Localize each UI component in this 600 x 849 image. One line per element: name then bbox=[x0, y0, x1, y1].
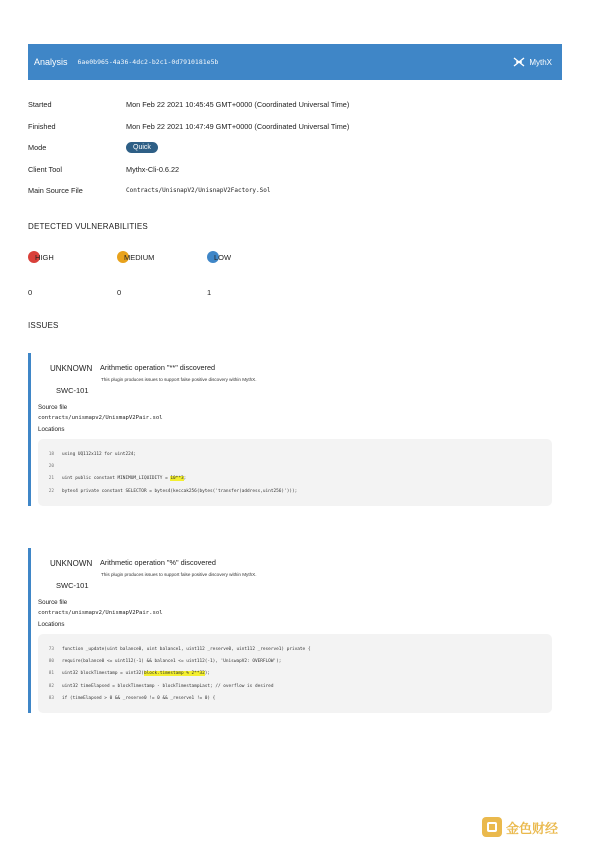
issue-description: This plugin produces issues to support false positive discovery within MythX. bbox=[101, 377, 257, 382]
code-snippet bbox=[38, 439, 552, 506]
finished-row bbox=[28, 116, 562, 138]
code-line: 22 bytes4 private constant SELECTOR = bytes4(keccak256(bytes('transfer(address,uint256)'))); bbox=[48, 488, 298, 494]
issue-title: Arithmetic operation "%" discovered bbox=[100, 558, 216, 567]
high-count: 0 bbox=[28, 288, 33, 297]
medium-count: 0 bbox=[117, 288, 122, 297]
code-line: 81 uint32 blockTimestamp = uint32(block.timestamp % 2**32); bbox=[48, 671, 211, 677]
watermark-text: 金色财经 bbox=[506, 820, 559, 836]
code-line: 80 require(balance0 <= uint112(-1) && balance1 <= uint112(-1), 'UniswapV2: OVERFLOW'); bbox=[48, 659, 282, 665]
started-value: Mon Feb 22 2021 10:45:45 GMT+0000 (Coordinated Universal Time) bbox=[126, 100, 350, 110]
code-snippet bbox=[38, 634, 552, 713]
severity-low bbox=[207, 251, 231, 263]
source-file-path: contracts/unismapv2/UnismapV2Pair.sol bbox=[38, 610, 163, 616]
watermark-logo-icon bbox=[482, 817, 502, 837]
issue-kind: UNKNOWN bbox=[50, 364, 93, 373]
issue-card bbox=[28, 353, 552, 506]
locations-label: Locations bbox=[38, 426, 65, 433]
started-label: Started bbox=[28, 100, 52, 110]
analysis-meta bbox=[28, 94, 562, 202]
code-line: 82 uint32 timeElapsed = blockTimestamp - blockTimestampLast; // overflow is desired bbox=[48, 683, 274, 689]
analysis-header bbox=[28, 44, 562, 80]
client-label: Client Tool bbox=[28, 164, 62, 174]
source-row bbox=[28, 180, 562, 202]
code-line: 73 function _update(uint balance0, uint balance1, uint112 _reserve0, uint112 _reserve1) private { bbox=[48, 646, 311, 652]
vulnerabilities-heading: DETECTED VULNERABILITIES bbox=[28, 222, 148, 231]
issues-heading: ISSUES bbox=[28, 321, 59, 330]
mode-label: Mode bbox=[28, 143, 47, 153]
mode-badge: Quick bbox=[126, 142, 158, 153]
issue-card bbox=[28, 548, 552, 713]
code-line: 18 using UQ112x112 for uint224; bbox=[48, 451, 137, 457]
mythx-brand bbox=[513, 57, 552, 67]
source-file-label: Source file bbox=[38, 404, 68, 411]
severity-high bbox=[28, 251, 54, 263]
code-line: 83 if (timeElapsed > 0 && _reserve0 != 0 && _reserve1 != 0) { bbox=[48, 696, 216, 702]
mythx-logo-icon bbox=[513, 57, 525, 67]
issue-swc: SWC-101 bbox=[56, 581, 89, 590]
watermark bbox=[482, 817, 558, 837]
brand-label: MythX bbox=[529, 57, 552, 67]
mode-row bbox=[28, 137, 562, 159]
client-value: Mythx-Cli-0.6.22 bbox=[126, 164, 180, 174]
locations-label: Locations bbox=[38, 621, 65, 628]
source-file-path: contracts/unismapv2/UnismapV2Pair.sol bbox=[38, 415, 163, 421]
analysis-id: 6ae0b965-4a36-4dc2-b2c1-0d7910181e5b bbox=[77, 58, 219, 66]
code-line: 21 uint public constant MINIMUM_LIQUIDITY = 10**3; bbox=[48, 476, 187, 482]
analysis-title: Analysis bbox=[34, 57, 68, 67]
finished-label: Finished bbox=[28, 121, 56, 131]
source-value: Contracts/UnisnapV2/UnisnapV2Factory.Sol bbox=[126, 187, 271, 195]
low-label: LOW bbox=[214, 252, 232, 262]
finished-value: Mon Feb 22 2021 10:47:49 GMT+0000 (Coordinated Universal Time) bbox=[126, 121, 350, 131]
code-line: 20 bbox=[48, 464, 54, 470]
source-label: Main Source File bbox=[28, 186, 83, 196]
medium-label: MEDIUM bbox=[124, 252, 155, 262]
issue-kind: UNKNOWN bbox=[50, 559, 93, 568]
high-label: HIGH bbox=[35, 252, 54, 262]
client-row bbox=[28, 159, 562, 181]
issue-title: Arithmetic operation "**" discovered bbox=[100, 363, 216, 372]
started-row bbox=[28, 94, 562, 116]
source-file-label: Source file bbox=[38, 599, 68, 606]
issue-description: This plugin produces issues to support false positive discovery within MythX. bbox=[101, 572, 257, 577]
low-count: 1 bbox=[207, 288, 212, 297]
issue-swc: SWC-101 bbox=[56, 386, 89, 395]
severity-medium bbox=[117, 251, 154, 263]
